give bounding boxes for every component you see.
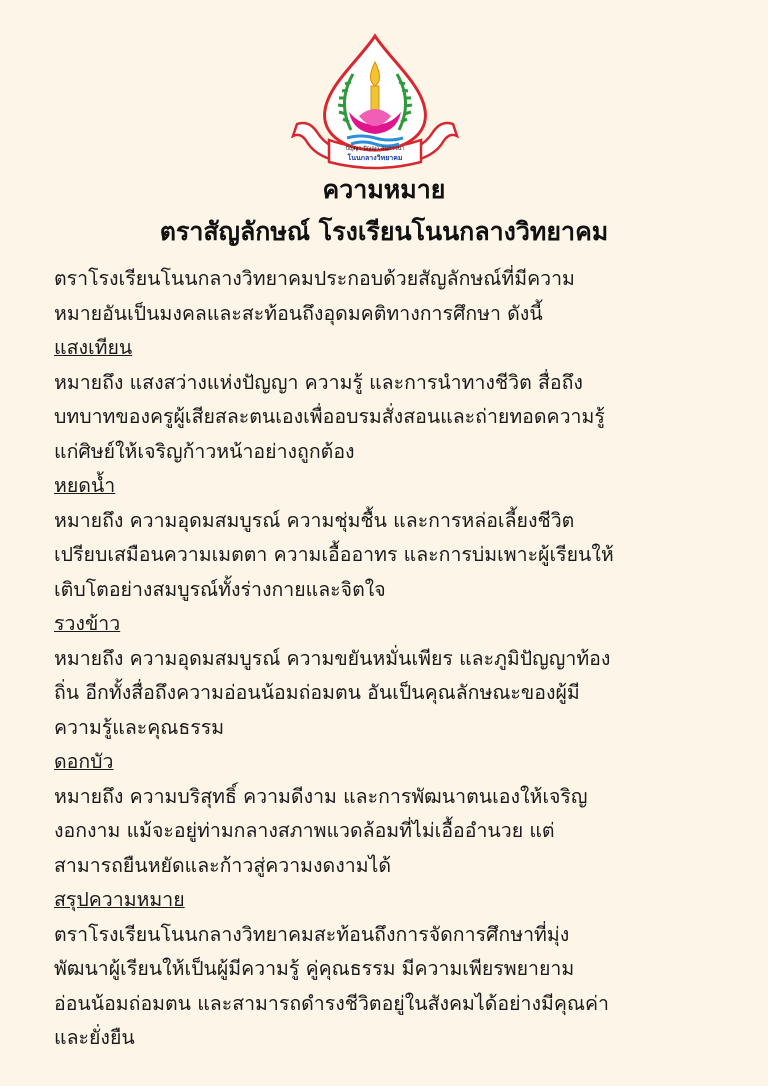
section-heading-lotus: ดอกบัว [54,750,114,773]
section-line: ถิ่น อีกทั้งสื่อถึงความอ่อนน้อมถ่อมตน อันเป็นคุณลักษณะของผู้มี [54,681,580,704]
candle-icon [371,86,379,110]
intro-line: หมายอันเป็นมงคลและสะท้อนถึงอุดมคติทางการศึกษา ดังนี้ [54,301,543,325]
section-line: งอกงาม แม้จะอยู่ท่ามกลางสภาพแวดล้อมที่ไม่เอื้ออำนวย แต่ [54,819,555,842]
section-line: เปรียบเสมือนความเมตตา ความเอื้ออาทร และการบ่มเพาะผู้เรียนให้ [54,543,614,566]
section-line: อ่อนน้อมถ่อมตน และสามารถดำรงชีวิตอยู่ในสังคมได้อย่างมีคุณค่า [54,991,609,1015]
section-line: หมายถึง ความบริสุทธิ์ ความดีงาม และการพัฒนาตนเองให้เจริญ [54,784,588,808]
section-heading-rice: รวงข้าว [54,612,121,635]
section-line: หมายถึง ความอุดมสมบูรณ์ ความชุ่มชื้น และการหล่อเลี้ยงชีวิต [54,508,575,532]
section-line: หมายถึง ความอุดมสมบูรณ์ ความขยันหมั่นเพียร และภูมิปัญญาท้อง [54,646,611,670]
logo-motto: ปัญญา ปัญญา สมฺภาวนา [345,146,405,152]
content-body [54,262,744,1056]
logo-school-name: โนนกลางวิทยาคม [347,154,403,162]
section-heading-candle: แสงเทียน [54,336,133,359]
section-line: แก่ศิษย์ให้เจริญก้าวหน้าอย่างถูกต้อง [54,439,355,463]
section-heading-summary: สรุปความหมาย [54,888,185,911]
section-line: และยั่งยืน [54,1026,135,1049]
section-line: พัฒนาผู้เรียนให้เป็นผู้มีความรู้ คู่คุณธรรม มีความเพียรพยายาม [54,957,575,980]
page-title: ความหมาย [322,175,446,204]
section-line: ความรู้และคุณธรรม [54,715,225,739]
page-subtitle: ตราสัญลักษณ์ โรงเรียนโนนกลางวิทยาคม [159,217,609,246]
school-emblem-logo [289,32,461,172]
section-line: สามารถยืนหยัดและก้าวสู่ความงดงามได้ [54,853,392,877]
intro-line: ตราโรงเรียนโนนกลางวิทยาคมประกอบด้วยสัญลักษณ์ที่มีความ [54,267,575,290]
section-line: หมายถึง แสงสว่างแห่งปัญญา ความรู้ และการนำทางชีวิต สื่อถึง [54,370,583,394]
section-heading-water-drop: หยดน้ำ [54,474,116,497]
section-line: บทบาทของครูผู้เสียสละตนเองเพื่ออบรมสั่งสอนและถ่ายทอดความรู้ [54,405,605,428]
section-line: เติบโตอย่างสมบูรณ์ทั้งร่างกายและจิตใจ [54,577,386,601]
section-line: ตราโรงเรียนโนนกลางวิทยาคมสะท้อนถึงการจัดการศึกษาที่มุ่ง [54,922,570,946]
